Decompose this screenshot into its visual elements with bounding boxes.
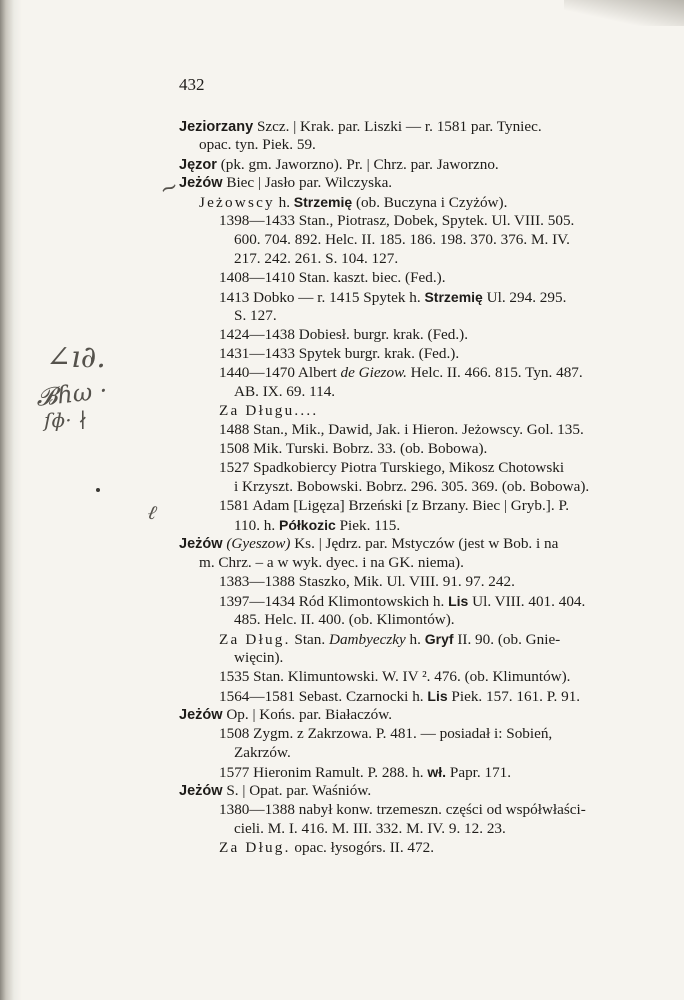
entry-headword-line: Jeżów S. | Opat. par. Waśniów. xyxy=(179,782,372,799)
handwritten-mark: ſɸ· ∤ xyxy=(44,408,88,432)
entry-line: 110. h. Półkozic Piek. 115. xyxy=(234,517,401,534)
entry-line: cieli. M. I. 416. M. III. 332. M. IV. 9. 12. 23. xyxy=(234,820,506,837)
entry-line: AB. IX. 69. 114. xyxy=(234,383,336,400)
entry-line: opac. tyn. Piek. 59. xyxy=(199,136,316,153)
headword: Jeżów xyxy=(179,783,223,799)
entry-line: 1488 Stan., Mik., Dawid, Jak. i Hieron. Jeżowscy. Gol. 135. xyxy=(219,421,584,438)
headword: Jeżów xyxy=(179,707,223,723)
entry-line: S. 127. xyxy=(234,307,277,324)
entry-line: 217. 242. 261. S. 104. 127. xyxy=(234,250,399,267)
entry-line: 1508 Mik. Turski. Bobrz. 33. (ob. Bobowa). xyxy=(219,440,488,457)
coat-of-arms: Półkozic xyxy=(279,517,336,533)
entry-line: 1508 Zygm. z Zakrzowa. P. 481. — posiadał i: Sobień, xyxy=(219,725,553,742)
headword: Jeżów xyxy=(179,175,223,191)
entry-line: 1431—1433 Spytek burgr. krak. (Fed.). xyxy=(219,345,460,362)
entry-line: 1383—1388 Staszko, Mik. Ul. VIII. 91. 97. 242. xyxy=(219,573,515,590)
handwritten-mark: ~ xyxy=(156,173,183,204)
family-name: Jeżowscy xyxy=(199,194,275,211)
headword: Jeziorzany xyxy=(179,119,254,135)
coat-of-arms: Strzemię xyxy=(424,289,483,305)
entry-line: 600. 704. 892. Helc. II. 185. 186. 198. 370. 376. M. IV. xyxy=(234,231,570,248)
coat-of-arms: Gryf xyxy=(424,631,454,647)
entry-line: 1380—1388 nabył konw. trzemeszn. części od współwłaści- xyxy=(219,801,586,818)
entry-line: 1440—1470 Albert de Giezow. Helc. II. 466. 815. Tyn. 487. xyxy=(219,364,583,381)
page-shadow-edge xyxy=(0,0,22,1000)
entry-line: Za Dług. Stan. Dambyeczky h. Gryf II. 90. (ob. Gnie- xyxy=(219,631,561,648)
headword: Jeżów xyxy=(179,536,223,552)
entry-line: 1577 Hieronim Ramult. P. 288. h. wł. Papr. 171. xyxy=(219,764,512,781)
entry-line: 1535 Stan. Klimuntowski. W. IV ². 476. (ob. Klimuntów). xyxy=(219,668,571,685)
handwritten-mark: 𝓑ɦω · xyxy=(34,376,109,412)
entry-line: 1413 Dobko — r. 1415 Spytek h. Strzemię Ul. 294. 295. xyxy=(219,289,567,306)
entry-line: m. Chrz. – a w wyk. dyec. i na GK. niema). xyxy=(199,554,464,571)
entry-line: 1408—1410 Stan. kaszt. biec. (Fed.). xyxy=(219,269,446,286)
coat-of-arms: Strzemię xyxy=(293,194,353,210)
entry-headword-line: Jeżów (Gyeszow) Ks. | Jędrz. par. Mstyczów (jest w Bob. i na xyxy=(179,535,559,552)
coat-of-arms: wł. xyxy=(427,764,447,780)
entry-line: 1564—1581 Sebast. Czarnocki h. Lis Piek. 157. 161. P. 91. xyxy=(219,688,581,705)
page-number: 432 xyxy=(179,75,205,94)
entry-line: 1398—1433 Stan., Piotrasz, Dobek, Spytek. Ul. VIII. 505. xyxy=(219,212,575,229)
entry-line: 1397—1434 Ród Klimontowskich h. Lis Ul. VIII. 401. 404. xyxy=(219,593,586,610)
entry-line: 1581 Adam [Ligęza] Brzeński [z Brzany. Biec | Gryb.]. P. xyxy=(219,497,569,514)
entry-headword-line: Jeżów Biec | Jasło par. Wilczyska. xyxy=(179,174,393,191)
handwritten-mark: ∠ı∂. xyxy=(46,340,106,375)
entry-line: więcin). xyxy=(234,649,284,666)
page-corner-shadow xyxy=(564,0,684,26)
handwritten-mark: ℓ xyxy=(145,499,159,525)
entry-line: 485. Helc. II. 400. (ob. Klimontów). xyxy=(234,611,455,628)
ink-speck xyxy=(96,488,100,492)
entry-line: Za Długu.... xyxy=(219,402,319,419)
headword: Jęzor xyxy=(179,157,217,173)
entry-headword-line: Jęzor (pk. gm. Jaworzno). Pr. | Chrz. par. Jaworzno. xyxy=(179,156,499,173)
entry-headword-line: Jeżów Op. | Końs. par. Białaczów. xyxy=(179,706,393,723)
family-line: Jeżowscy h. Strzemię (ob. Buczyna i Czyżów). xyxy=(199,194,508,211)
coat-of-arms: Lis xyxy=(448,593,469,609)
entry-line: Za Dług. opac. łysogórs. II. 472. xyxy=(219,839,435,856)
coat-of-arms: Lis xyxy=(427,688,448,704)
entry-line: 1527 Spadkobiercy Piotra Turskiego, Mikosz Chotowski xyxy=(219,459,565,476)
entry-line: 1424—1438 Dobiesł. burgr. krak. (Fed.). xyxy=(219,326,469,343)
entry-line: Zakrzów. xyxy=(234,744,291,761)
entry-line: i Krzyszt. Bobowski. Bobrz. 296. 305. 369. (ob. Bobowa). xyxy=(234,478,590,495)
entry-headword-line: Jeziorzany Szcz. | Krak. par. Liszki — r. 1581 par. Tyniec. xyxy=(179,118,542,135)
